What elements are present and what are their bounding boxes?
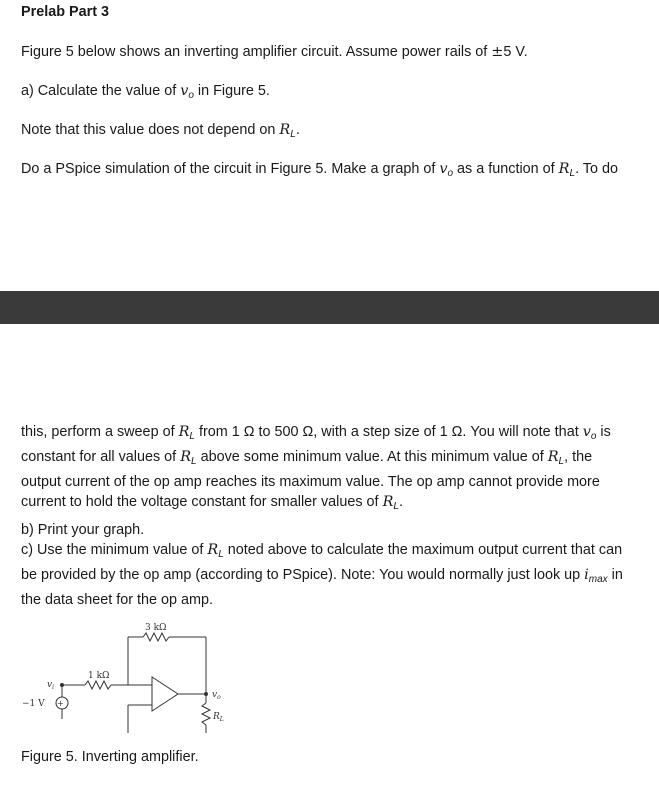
part-c-line-2 (21, 565, 651, 590)
intro-before: Figure 5 below shows an inverting amplifier circuit. Assume power rails of (21, 44, 492, 60)
op-amp (152, 677, 178, 711)
source-label: −1 V (22, 699, 45, 709)
feedback-resistor-label: 3 kΩ (145, 623, 167, 633)
plus-minus: ± (491, 44, 504, 60)
sweep-line-3: output current of the op amp reaches its maximum value. The op amp cannot provide more (21, 474, 600, 490)
sim-p1: Do a PSpice simulation of the circuit in Figure 5. Make a graph of (21, 161, 440, 177)
var-sub: L (191, 456, 197, 467)
var-sub: L (569, 168, 576, 179)
text: from 1 Ω to 500 Ω, with a step size of 1 Ω. You will note that (194, 424, 583, 440)
vi-var: v (47, 680, 53, 690)
var-sub: max (588, 574, 608, 585)
sweep-line-2 (21, 447, 651, 472)
inverting-amplifier-circuit (0, 615, 260, 745)
page-break-band (0, 291, 659, 324)
text: constant for all values of (21, 449, 181, 465)
var-sub: o (188, 90, 194, 101)
var-v: v (582, 424, 591, 440)
load-resistor (202, 703, 210, 725)
var-r: R (279, 122, 291, 138)
rl-var: R (213, 712, 220, 722)
rl-sub: L (219, 716, 224, 723)
figure-caption: Figure 5. Inverting amplifier. (21, 749, 199, 765)
var-i: i (584, 567, 589, 583)
var-r: R (180, 449, 192, 465)
var-sub: o (447, 168, 454, 179)
var-r: R (207, 542, 219, 558)
text: noted above to calculate the maximum output current that can (223, 542, 623, 558)
var-sub: L (558, 456, 565, 467)
feedback-resistor (143, 633, 169, 641)
page-title: Prelab Part 3 (21, 4, 109, 20)
output-node (204, 692, 208, 696)
intro-after: 5 V. (503, 44, 528, 60)
vo-sub: o (217, 694, 221, 701)
part-a-text: a) Calculate the value of (21, 83, 181, 99)
input-resistor (85, 681, 111, 689)
input-resistor-label: 1 kΩ (88, 671, 110, 681)
intro-text (21, 42, 528, 62)
part-a (21, 81, 270, 106)
var-sub: L (393, 501, 399, 512)
text: in (607, 567, 623, 583)
text: . (398, 494, 403, 510)
part-b: b) Print your graph. (21, 522, 145, 538)
source-plus-sign: + (57, 699, 64, 708)
sim-p3: . To do (575, 161, 619, 177)
note-after: . (295, 122, 300, 138)
input-node (60, 683, 64, 687)
sim-p2: as a function of (453, 161, 559, 177)
vo-var: v (212, 690, 218, 700)
var-v: v (439, 161, 448, 177)
text: , the (564, 449, 593, 465)
var-r: R (547, 449, 559, 465)
sweep-line-4 (21, 492, 651, 517)
var-r: R (178, 424, 190, 440)
text: this, perform a sweep of (21, 424, 179, 440)
part-c-line-1 (21, 540, 651, 565)
text: above some minimum value. At this minimum value of (196, 449, 548, 465)
vo-label (212, 690, 221, 701)
note-text: Note that this value does not depend on (21, 122, 280, 138)
vi-sub: i (52, 684, 55, 691)
rl-label (212, 712, 224, 723)
var-v: v (180, 83, 189, 99)
var-r: R (382, 494, 394, 510)
sweep-line-1 (21, 422, 651, 447)
var-sub: o (590, 431, 597, 442)
vi-label (47, 680, 54, 691)
part-c-line-3: the data sheet for the op amp. (21, 592, 214, 608)
text: current to hold the voltage constant for smaller values of (21, 494, 383, 510)
text: is (596, 424, 611, 440)
part-a-after: in Figure 5. (193, 83, 270, 99)
text: c) Use the minimum value of (21, 542, 208, 558)
sweep-paragraph (21, 422, 651, 517)
var-sub: L (218, 549, 224, 560)
var-sub: L (290, 129, 296, 140)
var-r: R (558, 161, 570, 177)
part-c (21, 540, 651, 610)
note (21, 120, 300, 145)
sim-instructions (21, 159, 618, 184)
text: be provided by the op amp (according to PSpice). Note: You would normally just look up (21, 567, 585, 583)
var-sub: L (189, 431, 195, 442)
